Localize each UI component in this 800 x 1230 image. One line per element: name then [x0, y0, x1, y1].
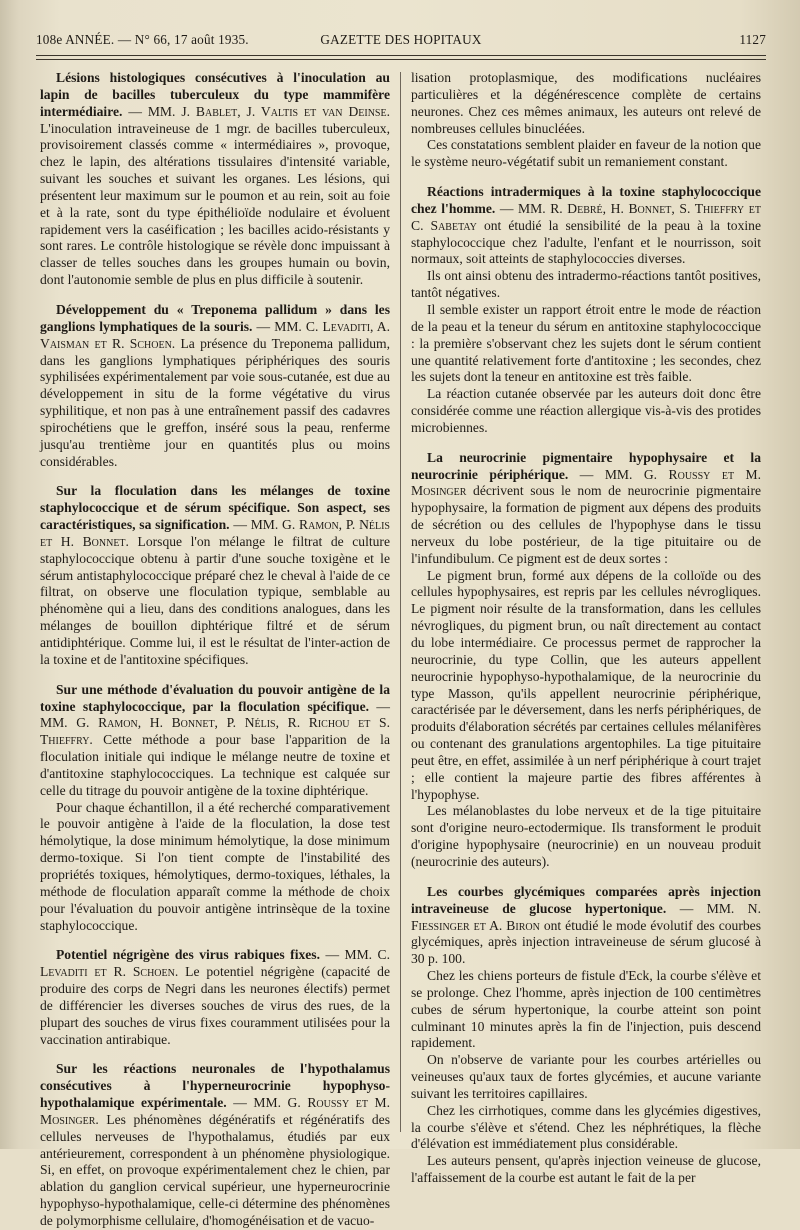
header-rule-top [36, 55, 766, 56]
continued-paragraph: lisation protoplasmique, des modifications nucléaires particulières et la dégénérescence complète de certains neurones. Chez ces mêmes animaux, les auteurs ont relevé de nombreuses cellules binucléées. [411, 70, 761, 136]
abstract-intradermal: Réactions intradermiques à la toxine staphylococcique chez l'homme. — MM. R. Debré, H. Bonnet, S. Thieffry et C. Sabetay ont étudié la sensibilité de la peau à la toxine staphylococcique chez l'adulte, l'enfant et le nourrisson, soit normaux, soit atteints de staphylococcies diverses. [411, 184, 761, 267]
article-authors: C. Levaditi, A. Vaisman et R. Schoen. [40, 318, 390, 351]
article-body: Cette méthode a pour base l'apparition de la floculation initiale qui indique le mélange neutre de toxine et d'antitoxine staphylococciques. La technique est calquée sur celle du titrage du pouvoir antigène de la toxine diphtérique. [40, 732, 390, 798]
article-authors: J. Bablet, J. Valtis et van Deinse. [181, 103, 390, 119]
abstract-neurocrinie: La neurocrinie pigmentaire hypophysaire et la neurocrinie périphérique. — MM. G. Roussy et M. Mosinger décrivent sous le nom de neurocrinie pigmentaire hypophysaire, la formation de pigment aux dépens des produits de sécrétion ou des cellules de l'hypophyse dans le tissu nerveux du lobe postérieur, de la tige pituitaire ou de l'infundibulum. Ce pigment est de deux sortes : [411, 449, 762, 566]
article-paragraph: Ces constatations semblent plaider en faveur de la notion que le système neuro-végétatif subit un remaniement constant. [411, 137, 761, 170]
article-body: Le potentiel négrigène (capacité de produire des corps de Negri dans les neurones électifs) permet de différencier les diverses souches de virus des rues, de la plupart des souches de virus fixes couramment utilisées pour la vaccination antirabique. [40, 964, 390, 1047]
article-title: Les courbes glycémiques comparées après injection intraveineuse de glucose hypertonique. [411, 883, 761, 916]
article-body: Les phénomènes dégénératifs et régénératifs des cellules nerveuses de l'hypothalamus, étudiés par eux antérieurement, correspondent à un phénomène physiologique. Si, en effet, on provoque expérimentalement chez le chien, par ablation du ganglion cervical supérieur, une hyperneurocrinie hypophyso-hypothalamique, celle-ci détermine des phénomènes de polymorphisme cellulaire, d'homogénéisation et de vacuo- [40, 1111, 390, 1228]
abstract-treponema: Développement du « Treponema pallidum » dans les ganglions lymphatiques de la souris. — MM. C. Levaditi, A. Vaisman et R. Schoen. La présence du Treponema pallidum, dans les ganglions lymphatiques périphériques des souris syphilisées expérimentalement par voie sous-cutanée, est due au développement in situ de la forme végétative du virus syphilitique, et non pas à une entraînement passif des cadavres spirochétiens que le greffon, inséré sous la peau, renferme jusqu'au trentième jour en quantités plus ou moins considérables. [40, 301, 391, 469]
abstract-hypothalamus: Sur les réactions neuronales de l'hypothalamus consécutives à l'hyperneurocrinie hypophyso-hypothalamique expérimentale. — MM. G. Roussy et M. Mosinger. Les phénomènes dégénératifs et régénératifs des cellules nerveuses de l'hypothalamus, étudiés par eux antérieurement, correspondent à un phénomène physiologique. Si, en effet, on provoque expérimentalement chez le chien, par ablation du ganglion cervical supérieur, une hyperneurocrinie hypophyso-hypothalamique, celle-ci détermine des phénomènes de polymorphisme cellulaire, d'homogénéisation et de vacuo- [40, 1061, 391, 1228]
article-authors: G. Ramon, H. Bonnet, P. Nélis, R. Richou et S. Thieffry. [40, 715, 390, 748]
abstract-floculation: Sur la floculation dans les mélanges de toxine staphylococcique et de sérum spécifique. Son aspect, ses caractéristiques, sa signification. — MM. G. Ramon, P. Nélis et H. Bonnet. Lorsque l'on mélange le filtrat de culture staphylococcique obtenu à partir d'une souche toxigène et le sérum antistaphylococcique préparé chez le cheval à l'aide de ce filtrat, on observe une floculation typique, semblable au phénomène qui a lieu, dans des conditions analogues, dans les mélanges de bouillon diphtérique filtré et de sérum antidiphtérique. Comme lui, il est le résultat de l'inter-action de la toxine et de l'antitoxine spécifiques. [40, 483, 390, 667]
article-paragraph: On n'observe de variante pour les courbes artérielles ou veineuses qu'aux taux de fortes glycémies, et aucune variante suivant les territoires capillaires. [411, 1052, 761, 1101]
article-paragraph: La réaction cutanée observée par les auteurs doit donc être considérée comme une réaction allergique vis-à-vis des protides microbiennes. [411, 386, 761, 435]
article-body: décrivent sous le nom de neurocrinie pigmentaire hypophysaire, la formation de pigment aux dépens des produits de sécrétion ou des cellules de l'hypophyse dans le tissu nerveux du lobe postérieur, de la tige pituitaire ou de l'infundibulum. Ce pigment est de deux sortes : [411, 483, 762, 566]
issue-info: 108e ANNÉE. — N° 66, 17 août 1935. [36, 32, 249, 47]
article-paragraph: Les auteurs pensent, qu'après injection veineuse de glucose, l'affaissement de la courbe est autant le fait de la per [411, 1153, 761, 1186]
article-body: ont étudié le mode évolutif des courbes glycémiques, après injection intraveineuse de sérum glucosé à 30 p. 100. [411, 917, 761, 967]
article-paragraph: Pour chaque échantillon, il a été recherché comparativement le pouvoir antigène à l'aide de la floculation, la dose test hémolytique, la dose minimum hémolytique, la dose minimum dermo-toxique. Si l'on tient compte de l'instabilité des propriétés toxiques, hémolytiques, dermo-toxiques, léthales, la méthode de floculation apparaît comme la méthode de choix pour l'évaluation du pouvoir antigène intrinsèque de la toxine staphylococcique. [40, 799, 390, 933]
column-divider [400, 72, 401, 1132]
page-number: 1127 [739, 32, 766, 47]
article-title: Lésions histologiques consécutives à l'inoculation au lapin de bacilles tuberculeux du type mammifère intermédiaire. [40, 70, 390, 119]
article-title: Réactions intradermiques à la toxine staphylococcique chez l'homme. [411, 184, 761, 216]
article-title: Développement du « Treponema pallidum » dans les ganglions lymphatiques de la souris. [40, 301, 390, 334]
abstract-antigen-method: Sur une méthode d'évaluation du pouvoir antigène de la toxine staphylococcique, par la floculation spécifique. — MM. G. Ramon, H. Bonnet, P. Nélis, R. Richou et S. Thieffry. Cette méthode a pour base l'apparition de la floculation initiale qui indique le mélange neutre de toxine et d'antitoxine staphylococciques. La technique est calquée sur celle du titrage du pouvoir antigène de la toxine diphtérique. [40, 681, 390, 798]
article-authors: N. Fiessinger et A. Biron [411, 900, 761, 933]
abstract-glycemic-curves: Les courbes glycémiques comparées après injection intraveineuse de glucose hypertonique. — MM. N. Fiessinger et A. Biron ont étudié le mode évolutif des courbes glycémiques, après injection intraveineuse de sérum glucosé à 30 p. 100. [411, 883, 761, 967]
abstract-rabies: Potentiel négrigène des virus rabiques fixes. — MM. C. Levaditi et R. Schoen. Le potentiel négrigène (capacité de produire des corps de Negri dans les neurones électifs) permet de différencier les diverses souches de virus des rues, de la plupart des souches de virus fixes couramment utilisées pour la vaccination antirabique. [40, 947, 390, 1047]
article-title: Sur la floculation dans les mélanges de toxine staphylococcique et de sérum spécifique. Son aspect, ses caractéristiques, sa signification. [40, 483, 390, 533]
article-title: Sur une méthode d'évaluation du pouvoir antigène de la toxine staphylococcique, par la floculation spécifique. [40, 681, 390, 714]
article-body: ont étudié la sensibilité de la peau à la toxine staphylococcique chez l'adulte, l'enfant et le nourrisson, soit normaux, soit atteints de staphylococcies diverses. [411, 217, 761, 267]
header-rule-bottom [36, 59, 766, 60]
article-authors: C. Levaditi et R. Schoen. [40, 947, 390, 980]
article-paragraph: Chez les cirrhotiques, comme dans les glycémies digestives, la courbe s'élève et s'étend. Chez les néphrétiques, la flèche d'élévation est immédiatement plus considérable. [411, 1102, 761, 1152]
article-authors: G. Ramon, P. Nélis et H. Bonnet. [40, 517, 390, 549]
article-title: Potentiel négrigène des virus rabiques fixes. [56, 947, 320, 963]
article-title: La neurocrinie pigmentaire hypophysaire et la neurocrinie périphérique. [411, 449, 761, 482]
article-paragraph: Il semble exister un rapport étroit entre le mode de réaction de la peau et la teneur du sérum en antitoxine staphylococcique : la première s'observant chez les sujets dont le sérum contient une quantité relativement forte d'antitoxine ; les secondes, chez les sujets dont la teneur en antitoxine est très faible. [411, 301, 761, 385]
journal-title: GAZETTE DES HOPITAUX [320, 32, 482, 47]
article-paragraph: Les mélanoblastes du lobe nerveux et de la tige pituitaire sont d'origine neuro-ectodermique. Ils transforment le produit d'origine hypophysaire (neurocrinie) en un nouveau produit (neurocrinie des auteurs). [411, 803, 761, 869]
article-paragraph: Chez les chiens porteurs de fistule d'Eck, la courbe s'élève et se prolonge. Chez l'homme, après injection de 100 centimètres cubes de sérum hypertonique, la courbe atteint son point culminant 10 minutes après la fin de l'injection, puis descend rapidement. [411, 968, 761, 1051]
article-paragraph: Ils ont ainsi obtenu des intradermo-réactions tantôt positives, tantôt négatives. [411, 268, 761, 301]
running-header [36, 30, 766, 54]
article-body: Lorsque l'on mélange le filtrat de culture staphylococcique obtenu à partir d'une souche toxigène et le sérum antistaphylococcique préparé chez le cheval à l'aide de ce filtrat, on observe une floculation typique, semblable au phénomène qui a lieu, dans des conditions analogues, dans les mélanges de bouillon diphtérique filtré et de sérum antidiphtérique. Comme lui, il est le résultat de l'inter-action de la toxine et de l'antitoxine spécifiques. [40, 533, 390, 667]
article-authors: G. Roussy et M. Mosinger [411, 466, 761, 499]
article-authors: R. Debré, H. Bonnet, S. Thieffry et C. Sabetay [411, 200, 761, 233]
left-column [40, 70, 391, 1228]
article-body: La présence du Treponema pallidum, dans les ganglions lymphatiques périphériques des souris syphilisées expérimentalement par voie sous-cutanée, est due au développement in situ de la forme végétative du virus syphilitique, et non pas à une entraînement passif des cadavres spirochétiens que le greffon, inséré sous la peau, renferme jusqu'au trentième jour en quantités plus ou moins considérables. [40, 335, 391, 469]
abstract-tuberculosis: Lésions histologiques consécutives à l'inoculation au lapin de bacilles tuberculeux du type mammifère intermédiaire. — MM. J. Bablet, J. Valtis et van Deinse. L'inoculation intraveineuse de 1 mgr. de bacilles tuberculeux, provisoirement classés comme « intermédiaires », provoque, chez le lapin, des altérations tissulaires d'intensité variable, suivant les souches et suivant les organes. Les lésions, qui présentent leur maximum sur le poumon et au rein, soit au foie et à la rate, sont du type épithélioïde nodulaire et évoluent rapidement vers la caséification ; les bacilles acido-résistants y sont rares. Le contrôle histologique se révèle donc impuissant à classer de telles souches dans les groupes humain ou bovin, dont l'autonomie semble de plus en plus difficile à soutenir. [40, 70, 390, 288]
article-title: Sur les réactions neuronales de l'hypothalamus consécutives à l'hyperneurocrinie hypophyso-hypothalamique expérimentale. [40, 1061, 390, 1111]
article-body: L'inoculation intraveineuse de 1 mgr. de bacilles tuberculeux, provisoirement classés comme « intermédiaires », provoque, chez le lapin, des altérations tissulaires d'intensité variable, suivant les souches et suivant les organes. Les lésions, qui présentent leur maximum sur le poumon et au rein, soit au foie et à la rate, sont du type épithélioïde nodulaire et évoluent rapidement vers la caséification ; les bacilles acido-résistants y sont rares. Le contrôle histologique se révèle donc impuissant à classer de telles souches dans les groupes humain ou bovin, dont l'autonomie semble de plus en plus difficile à soutenir. [40, 120, 390, 288]
article-authors: G. Roussy et M. Mosinger. [40, 1095, 391, 1127]
article-paragraph: Le pigment brun, formé aux dépens de la colloïde ou des cellules hypophysaires, est repris par les cellules névrogliques. Le pigment noir résulte de la transformation, dans les cellules névrogliques, du pigment brun, ou naît directement au contact du lobe intermédiaire. Ce processus permet de rapprocher la neurocrinie, du type Collin, que les auteurs appellent neurocrinie hypophyso-hypothalamique, de la neurocrinie du type Masson, qu'ils appellent neurocrinie périphérique, caractérisée par le déversement, dans les nerfs périphériques, de produits d'élaboration sécrétés par certaines cellules mélanifères ou contenant des granulations argentophiles. La tige pituitaire peut être, en effet, assimilée à un nerf périphérique à court trajet ; elle contient la majeure partie des fibres afférentes à l'hypophyse. [411, 567, 761, 802]
right-column [411, 70, 762, 1186]
